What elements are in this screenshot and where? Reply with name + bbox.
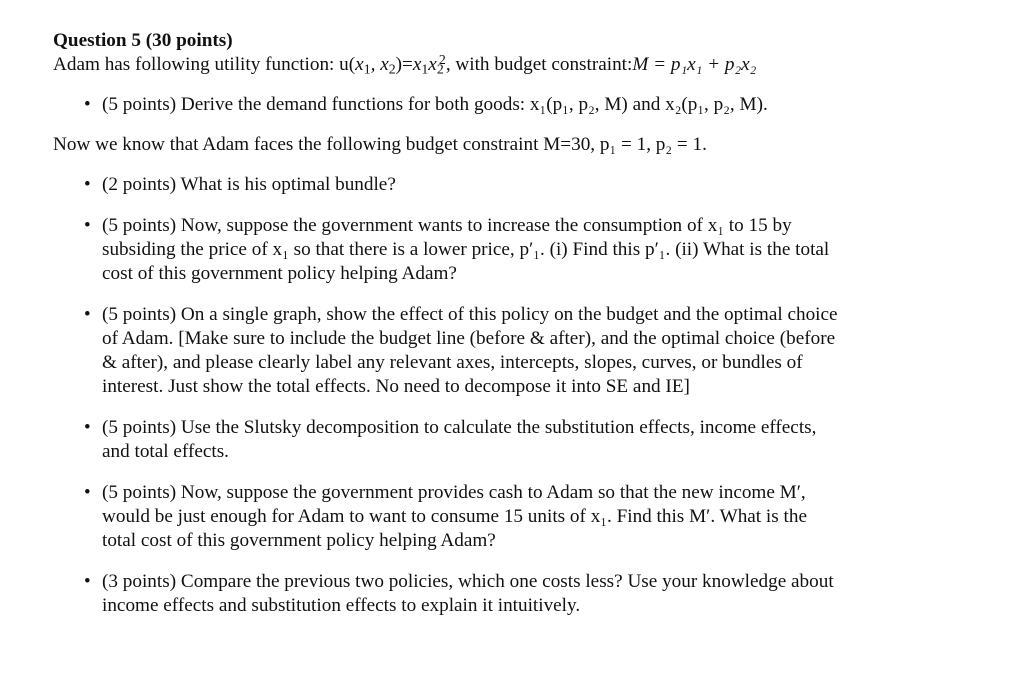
item-spacer	[53, 553, 953, 570]
item-line: of Adam. [Make sure to include the budget line (before & after), and the optimal choice (before	[102, 328, 836, 349]
item-points: (5 points)	[102, 215, 177, 236]
list-item	[53, 303, 953, 399]
item-spacer	[53, 464, 953, 481]
list-item	[53, 416, 953, 464]
intro-formula: M = p₁x₁ + p₂x₂	[632, 54, 757, 75]
item-points: (2 points)	[102, 174, 177, 195]
intro-prefix: Adam has following utility function: u(	[53, 54, 356, 75]
item-line: On a single graph, show the effect of this policy on the budget and the optimal choice	[180, 304, 838, 325]
item-line: interest. Just show the total effects. No need to decompose it into SE and IE]	[102, 376, 690, 397]
bullet-icon: •	[84, 304, 91, 325]
intro-mid1: )=	[395, 54, 413, 75]
item-line: total cost of this government policy helping Adam?	[102, 530, 496, 551]
intro-args: $x_1$, $x_2$	[355, 54, 396, 77]
item-spacer	[53, 399, 953, 416]
item-points: (5 points)	[102, 94, 177, 115]
budget-statement: Now we know that Adam faces the following budget constraint M=30, p₁ = 1, p₂ = 1.	[53, 134, 707, 155]
bullet-icon: •	[84, 94, 91, 115]
item-line: Now, suppose the government wants to increase the consumption of x₁ to 15 by	[180, 215, 792, 236]
bullet-list-1	[53, 93, 953, 117]
bullet-icon: •	[84, 215, 91, 236]
item-line: Use the Slutsky decomposition to calculate the substitution effects, income effects,	[180, 417, 817, 438]
item-points: (5 points)	[102, 417, 177, 438]
bullet-icon: •	[84, 174, 91, 195]
intro-mid2: , with budget constraint:	[445, 54, 633, 75]
item-line: would be just enough for Adam to want to consume 15 units of x₁. Find this M′. What is the	[102, 506, 807, 527]
bullet-icon: •	[84, 571, 91, 592]
bullet-icon: •	[84, 417, 91, 438]
item-line: Now, suppose the government provides cash to Adam so that the new income M′,	[180, 482, 806, 503]
item-points: (5 points)	[102, 482, 177, 503]
item-points: (5 points)	[102, 304, 177, 325]
bullet-icon: •	[84, 482, 91, 503]
item-line: subsiding the price of x₁ so that there is a lower price, p′₁. (i) Find this p′₁. (ii) What is the total	[102, 239, 830, 260]
list-item	[53, 481, 953, 553]
item-points: (3 points)	[102, 571, 177, 592]
list-item	[53, 173, 953, 197]
item-line: and total effects.	[102, 441, 229, 462]
item-text: Derive the demand functions for both goods: x₁(p₁, p₂, M) and x₂(p₁, p₂, M).	[180, 94, 768, 115]
intro-utility-expr: $x_1x_2^2$	[412, 51, 446, 77]
item-line: cost of this government policy helping Adam?	[102, 263, 457, 284]
list-item	[53, 570, 953, 618]
item-spacer	[53, 197, 953, 214]
list-item	[53, 214, 953, 286]
question-page	[53, 29, 953, 618]
bullet-list-2	[53, 173, 953, 618]
item-line: & after), and please clearly label any relevant axes, intercepts, slopes, curves, or bundles of	[102, 352, 803, 373]
item-spacer	[53, 286, 953, 303]
item-line: Compare the previous two policies, which one costs less? Use your knowledge about	[180, 571, 834, 592]
item-line: What is his optimal bundle?	[180, 174, 396, 195]
question-title: Question 5 (30 points)	[53, 30, 233, 51]
item-line: income effects and substitution effects to explain it intuitively.	[102, 595, 581, 616]
list-item	[53, 93, 953, 117]
question-intro	[53, 53, 953, 77]
